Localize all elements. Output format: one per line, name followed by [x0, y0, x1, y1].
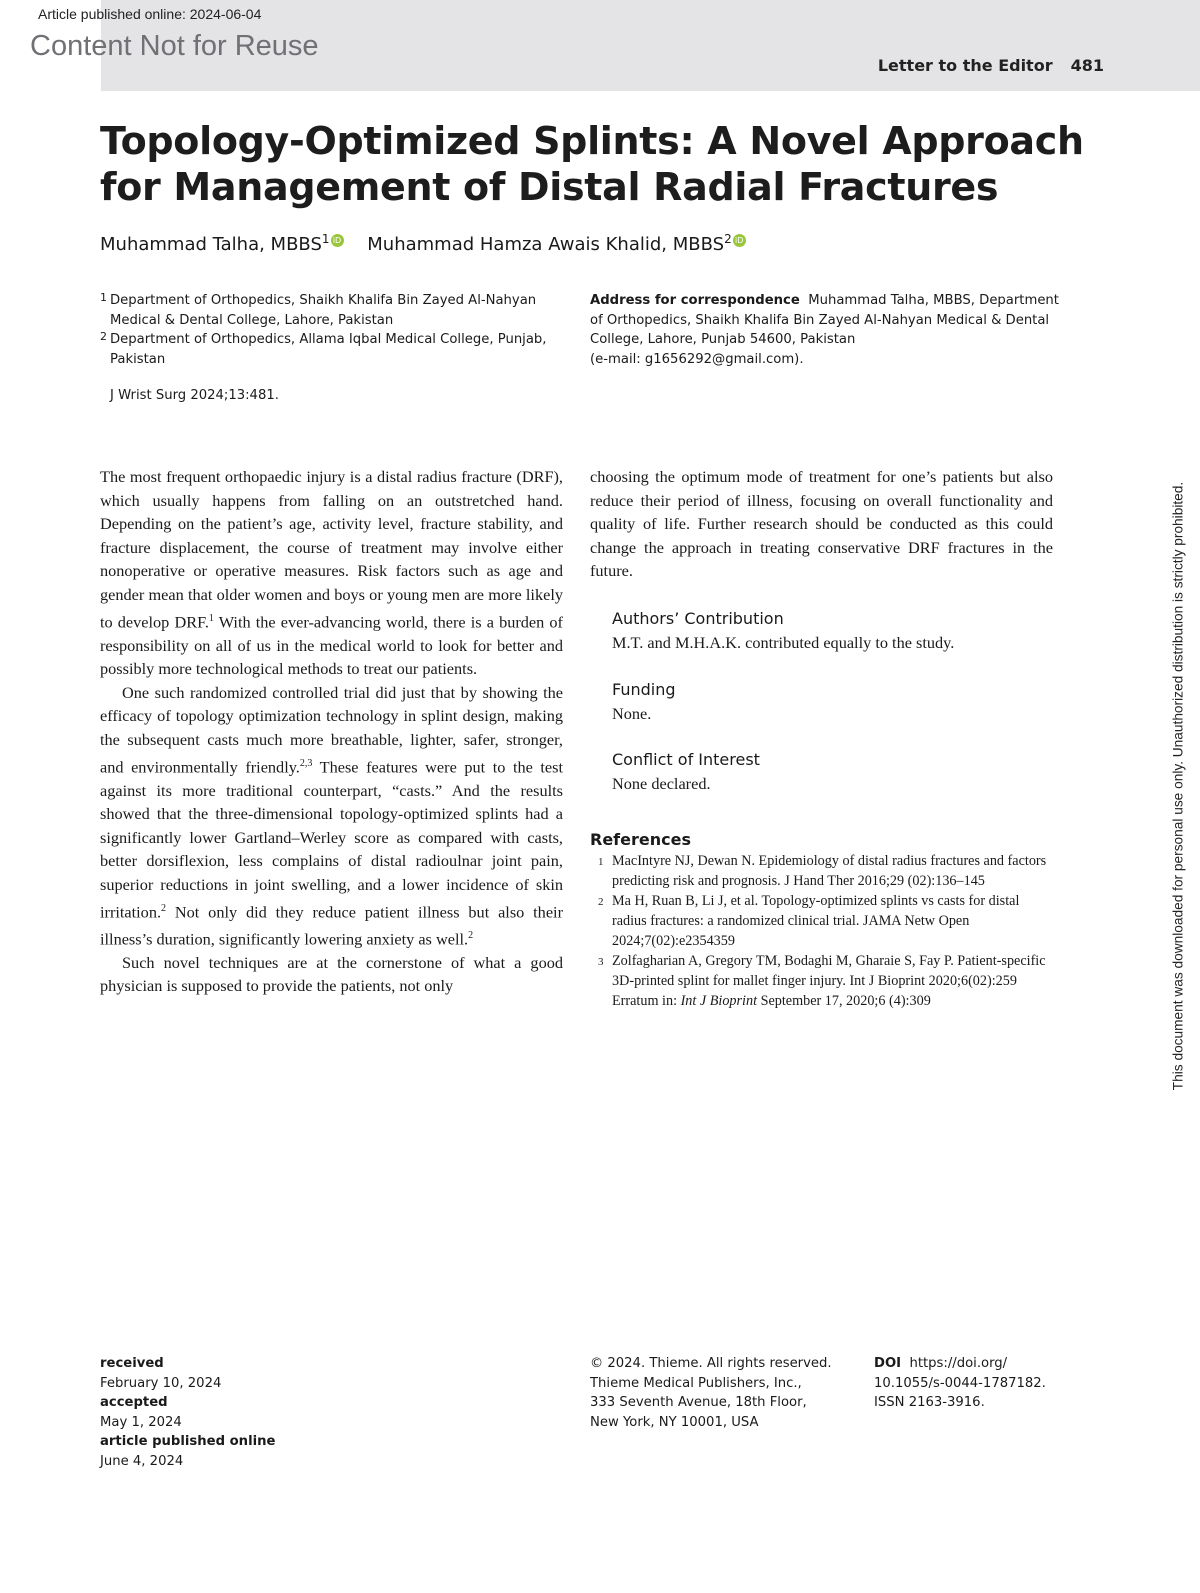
author-affil-sup: 2: [724, 232, 732, 246]
body-column-left: [100, 465, 563, 998]
reference-item: 3 Zolfagharian A, Gregory TM, Bodaghi M, Gharaie S, Fay P. Patient-specific 3D-printed splint for mallet finger injury. Int J Bioprint 2020;6(02):259 Erratum in: Int J Bioprint September 17, 2020;6 (4):309: [598, 953, 1046, 1009]
author-name: Muhammad Talha, MBBS: [100, 234, 322, 255]
title-line: Topology-Optimized Splints: A Novel Approach: [100, 119, 1084, 163]
doi-link[interactable]: https://doi.org/: [909, 1356, 1008, 1371]
author-affil-sup: 1: [321, 232, 330, 246]
references: [590, 830, 1055, 1011]
published-online-stamp: Article published online: 2024-06-04: [38, 6, 262, 22]
orcid-icon[interactable]: iD: [733, 234, 746, 247]
author-name: Muhammad Hamza Awais Khalid, MBBS: [367, 234, 725, 255]
affiliation-item: 2 Department of Orthopedics, Allama Iqbal Medical College, Punjab, Pakistan: [100, 330, 547, 367]
page-number: 481: [1070, 56, 1104, 75]
doi-block: DOI https://doi.org/ 10.1055/s-0044-1787182. ISSN 2163-3916.: [874, 1356, 1046, 1411]
download-notice: This document was downloaded for personal use only. Unauthorized distribution is strictly prohibited.: [1170, 481, 1186, 1091]
section-text: M.T. and M.H.A.K. contributed equally to the study.: [612, 632, 955, 652]
funding-section: [612, 678, 676, 725]
section-label: Letter to the Editor: [877, 56, 1053, 75]
correspondence-email: (e-mail: g1656292@gmail.com).: [590, 351, 804, 367]
author-list: [100, 232, 764, 255]
article-title: [100, 118, 1084, 210]
title-line: for Management of Distal Radial Fractures: [100, 165, 999, 209]
orcid-icon[interactable]: iD: [331, 234, 344, 247]
correspondence-label: Address for correspondence: [590, 293, 800, 308]
running-header: [878, 56, 1104, 75]
body-paragraph: choosing the optimum mode of treatment for one’s patients but also reduce their period of illness, focusing on overall functionality and quality of life. Further research should be conducted as this could change the approach in treating conservative DRF fractures in the future.: [590, 467, 1053, 581]
references-heading: References: [590, 830, 691, 849]
section-text: None.: [612, 703, 652, 723]
journal-citation: J Wrist Surg 2024;13:481.: [110, 388, 279, 403]
body-paragraph: Such novel techniques are at the cornerstone of what a good physician is supposed to provide the patients, not only: [100, 952, 563, 996]
correspondence-address: [590, 291, 1060, 369]
affiliations: [100, 291, 570, 369]
reference-item: 1 MacIntyre NJ, Dewan N. Epidemiology of distal radius fractures and factors predicting risk and prognosis. J Hand Ther 2016;29 (02):136–145: [598, 853, 1047, 889]
body-paragraph: One such randomized controlled trial did just that by showing the efficacy of topology optimization technology in splint design, making the subsequent casts much more breathable, lighter, safer, stronger, and environmentally friendly.$^{2,3}$ These features were put to the test against its more traditional counterpart, “casts.” And the results showed that the three-dimensional topology-optimized splints had a significantly lower Gartland–Werley score as compared with casts, better dorsiflexion, less complains of distal radioulnar joint pain, superior reductions in joint swelling, and a lower incidence of skin irritation.$^2$ Not only did they reduce patient illness but also their illness’s duration, significantly lowering anxiety as well.$^2$: [100, 682, 564, 948]
section-heading: Funding: [612, 680, 676, 699]
correspondence-text: Muhammad Talha, MBBS, Department of Orthopedics, Shaikh Khalifa Bin Zayed Al-Nahyan Medical & Dental College, Lahore, Punjab 54600, Pakistan: [590, 293, 1059, 347]
section-heading: Authors’ Contribution: [612, 609, 784, 628]
section-heading: Conflict of Interest: [612, 750, 760, 769]
section-text: None declared.: [612, 773, 711, 793]
reference-item: 2 Ma H, Ruan B, Li J, et al. Topology-optimized splints vs casts for distal radius fractures: a randomized clinical trial. JAMA Netw Open 2024;7(02):e2354359: [598, 893, 1020, 949]
article-dates: received February 10, 2024 accepted May 1, 2024 article published online June 4, 2024: [100, 1356, 276, 1469]
conflict-section: [612, 748, 760, 795]
body-column-right: [590, 465, 1053, 583]
body-paragraph: The most frequent orthopaedic injury is a distal radius fracture (DRF), which usually happens from falling on an outstretched hand. Depending on the patient’s age, activity level, fracture stability, and fracture displacement, the course of treatment may involve either nonoperative or operative measures. Risk factors such as age and gender mean that older women and boys or young men are more likely to develop DRF.$^1$ With the ever-advancing world, there is a burden of responsibility on all of us in the medical world to look for better and possibly more technological methods to treat our patients.: [100, 467, 563, 679]
copyright-notice: © 2024. Thieme. All rights reserved. Thieme Medical Publishers, Inc., 333 Seventh Avenue, 18th Floor, New York, NY 10001, USA: [590, 1356, 832, 1430]
affiliation-item: 1 Department of Orthopedics, Shaikh Khalifa Bin Zayed Al-Nahyan Medical & Dental College, Lahore, Pakistan: [100, 291, 537, 328]
authors-contribution-section: [612, 607, 954, 654]
reuse-watermark: Content Not for Reuse: [30, 30, 319, 62]
